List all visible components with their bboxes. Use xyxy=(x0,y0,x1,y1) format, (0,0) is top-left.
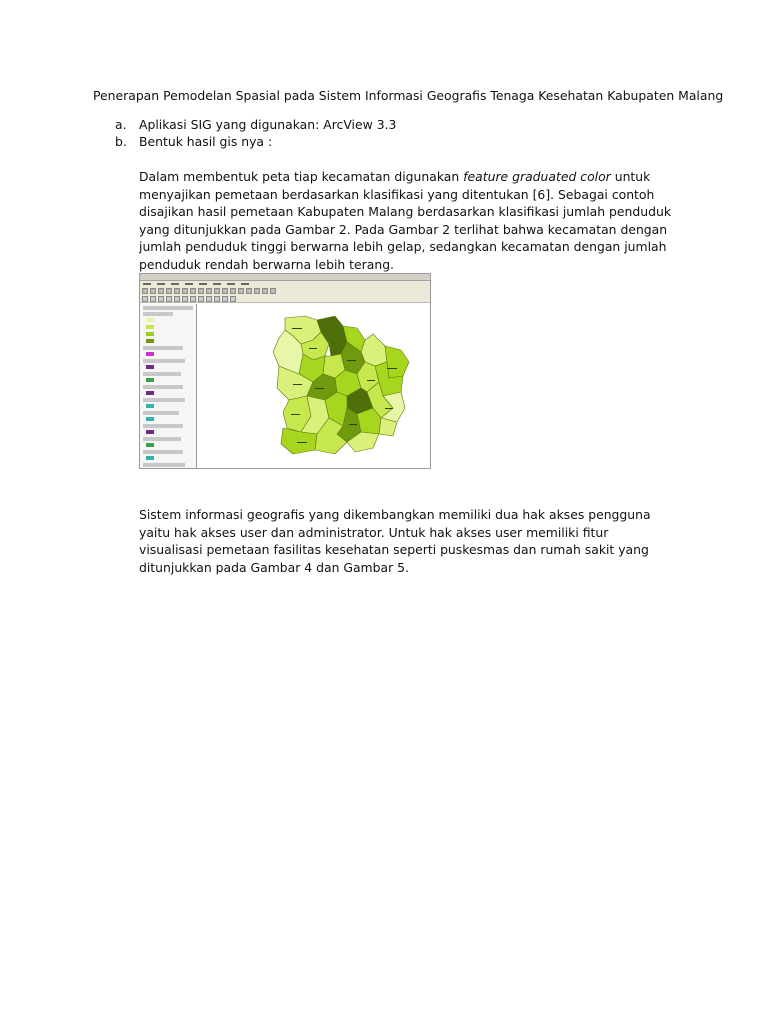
paragraph-italic-term: feature graduated color xyxy=(463,169,611,184)
map-label xyxy=(293,384,302,385)
paragraph-user-access: Sistem informasi geografis yang dikembangkan memiliki dua hak akses pengguna yaitu hak akses user dan administrator. Untuk hak akses user memiliki fitur visualisasi pemetaan fasilitas kesehatan seperti puskesmas dan rumah sakit yang ditunjukkan pada Gambar 4 dan Gambar 5. xyxy=(139,507,651,575)
figure-toolbar xyxy=(140,287,430,295)
figure-legend-panel xyxy=(140,304,197,468)
list-item-text: Bentuk hasil gis nya : xyxy=(139,134,273,149)
figure-window-titlebar xyxy=(140,274,430,281)
map-label xyxy=(347,360,356,361)
list-marker: a. xyxy=(115,117,127,132)
info-list xyxy=(115,116,675,150)
map-label xyxy=(291,414,300,415)
figure-map-view xyxy=(197,304,430,468)
document-title: Penerapan Pemodelan Spasial pada Sistem Informasi Geografis Tenaga Kesehatan Kabupaten Malang xyxy=(93,88,724,103)
map-label xyxy=(309,348,317,349)
paragraph-graduated-color xyxy=(139,168,674,274)
map-label xyxy=(349,424,357,425)
list-item xyxy=(115,133,675,150)
map-label xyxy=(297,442,307,443)
list-item xyxy=(115,116,675,133)
kabupaten-malang-map xyxy=(197,304,430,468)
figure-toolbar-secondary xyxy=(140,295,430,303)
map-label xyxy=(385,408,393,409)
map-label xyxy=(387,368,397,369)
map-label xyxy=(367,380,375,381)
list-item-text: Aplikasi SIG yang digunakan: ArcView 3.3 xyxy=(139,117,397,132)
map-label xyxy=(315,388,324,389)
paragraph-text-before: Dalam membentuk peta tiap kecamatan digunakan xyxy=(139,169,464,184)
list-marker: b. xyxy=(115,134,127,149)
figure-body xyxy=(140,304,430,468)
arcview-map-screenshot xyxy=(139,273,431,469)
map-label xyxy=(292,328,302,329)
paragraph-text-after: untuk menyajikan pemetaan berdasarkan klasifikasi yang ditentukan [6]. Sebagai contoh disajikan hasil pemetaan Kabupaten Malang berdasarkan klasifikasi jumlah penduduk yang ditunjukkan pada Gambar 2. Pada Gambar 2 terlihat bahwa kecamatan dengan jumlah penduduk tinggi berwarna lebih gelap, sedangkan kecamatan dengan jumlah penduduk rendah berwarna lebih terang. xyxy=(139,169,672,272)
